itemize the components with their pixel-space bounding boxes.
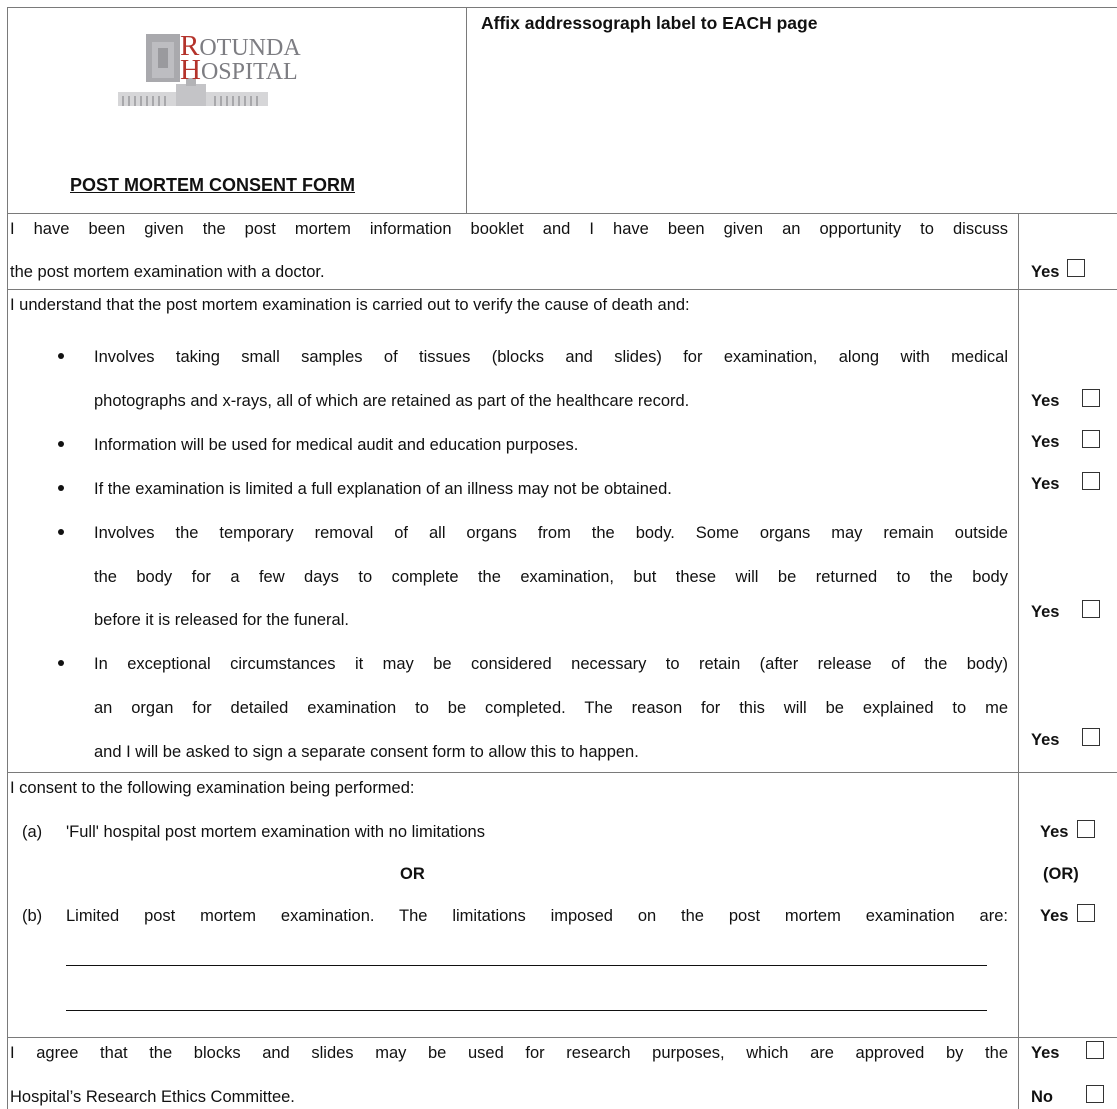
bullet-icon <box>58 353 64 359</box>
bullet-icon <box>58 529 64 535</box>
form-title: POST MORTEM CONSENT FORM <box>70 175 355 195</box>
section2-intro: I understand that the post mortem examination is carried out to verify the cause of death and: <box>10 296 690 314</box>
row-divider-1 <box>7 213 1117 214</box>
item5-yes-label: Yes <box>1031 731 1060 749</box>
section2-item3: If the examination is limited a full explanation of an illness may not be obtained. <box>94 480 672 498</box>
section4-text-line2: Hospital’s Research Ethics Committee. <box>10 1088 295 1106</box>
section2-item4-line1: Involves the temporary removal of all organs from the body. Some organs may remain outside <box>94 524 1008 542</box>
answer-column-divider <box>1018 213 1019 1109</box>
section2-item4-line3: before it is released for the funeral. <box>94 611 349 629</box>
option-b-yes-checkbox[interactable] <box>1077 904 1095 922</box>
hospital-logo <box>118 22 348 132</box>
section1-yes-checkbox[interactable] <box>1067 259 1085 277</box>
section2-item5-line1: In exceptional circumstances it may be considered necessary to retain (after release of the body) <box>94 655 1008 673</box>
section1-text-line1: I have been given the post mortem information booklet and I have been given an opportunity to discuss <box>10 220 1008 238</box>
section4-text-line1: I agree that the blocks and slides may be used for research purposes, which are approved by the <box>10 1044 1008 1062</box>
item1-yes-checkbox[interactable] <box>1082 389 1100 407</box>
option-a-yes-checkbox[interactable] <box>1077 820 1095 838</box>
item3-yes-checkbox[interactable] <box>1082 472 1100 490</box>
item2-yes-checkbox[interactable] <box>1082 430 1100 448</box>
row-divider-2 <box>7 289 1117 290</box>
option-a-yes-label: Yes <box>1040 823 1069 841</box>
row-divider-3 <box>7 772 1117 773</box>
section2-item1-line2: photographs and x-rays, all of which are retained as part of the healthcare record. <box>94 392 690 410</box>
section2-item1-line1: Involves taking small samples of tissues (blocks and slides) for examination, along with medical <box>94 348 1008 366</box>
bullet-icon <box>58 485 64 491</box>
section4-no-checkbox[interactable] <box>1086 1085 1104 1103</box>
item5-yes-checkbox[interactable] <box>1082 728 1100 746</box>
logo-line-2: HOSPITAL <box>180 54 298 86</box>
section2-item2: Information will be used for medical audit and education purposes. <box>94 436 579 454</box>
section1-yes-label: Yes <box>1031 263 1060 281</box>
option-a-text: 'Full' hospital post mortem examination with no limitations <box>66 823 485 841</box>
addressograph-note: Affix addressograph label to EACH page <box>481 13 818 33</box>
option-a-label: (a) <box>22 823 43 841</box>
section2-item5-line3: and I will be asked to sign a separate consent form to allow this to happen. <box>94 743 639 761</box>
section4-no-label: No <box>1031 1088 1053 1106</box>
logo-line-1: ROTUNDA <box>180 30 301 62</box>
bullet-icon <box>58 441 64 447</box>
section4-yes-checkbox[interactable] <box>1086 1041 1104 1059</box>
item4-yes-label: Yes <box>1031 603 1060 621</box>
section4-yes-label: Yes <box>1031 1044 1060 1062</box>
item1-yes-label: Yes <box>1031 392 1060 410</box>
option-b-text: Limited post mortem examination. The limitations imposed on the post mortem examination are: <box>66 907 1008 925</box>
bullet-icon <box>58 660 64 666</box>
or-separator: OR <box>400 865 425 883</box>
item4-yes-checkbox[interactable] <box>1082 600 1100 618</box>
option-b-label: (b) <box>22 907 43 925</box>
section2-item4-line2: the body for a few days to complete the examination, but these will be returned to the body <box>94 568 1008 586</box>
item2-yes-label: Yes <box>1031 433 1060 451</box>
row-divider-4 <box>7 1037 1117 1038</box>
section3-intro: I consent to the following examination being performed: <box>10 779 415 797</box>
border-top <box>7 7 1117 8</box>
item3-yes-label: Yes <box>1031 475 1060 493</box>
section2-item5-line2: an organ for detailed examination to be completed. The reason for this will be explained to me <box>94 699 1008 717</box>
section1-text-line2: the post mortem examination with a doctor. <box>10 263 325 281</box>
limitations-line-1[interactable] <box>66 965 987 966</box>
or-answer-label: (OR) <box>1043 865 1079 883</box>
border-left <box>7 7 8 1109</box>
header-divider <box>466 7 467 214</box>
option-b-yes-label: Yes <box>1040 907 1069 925</box>
limitations-line-2[interactable] <box>66 1010 987 1011</box>
